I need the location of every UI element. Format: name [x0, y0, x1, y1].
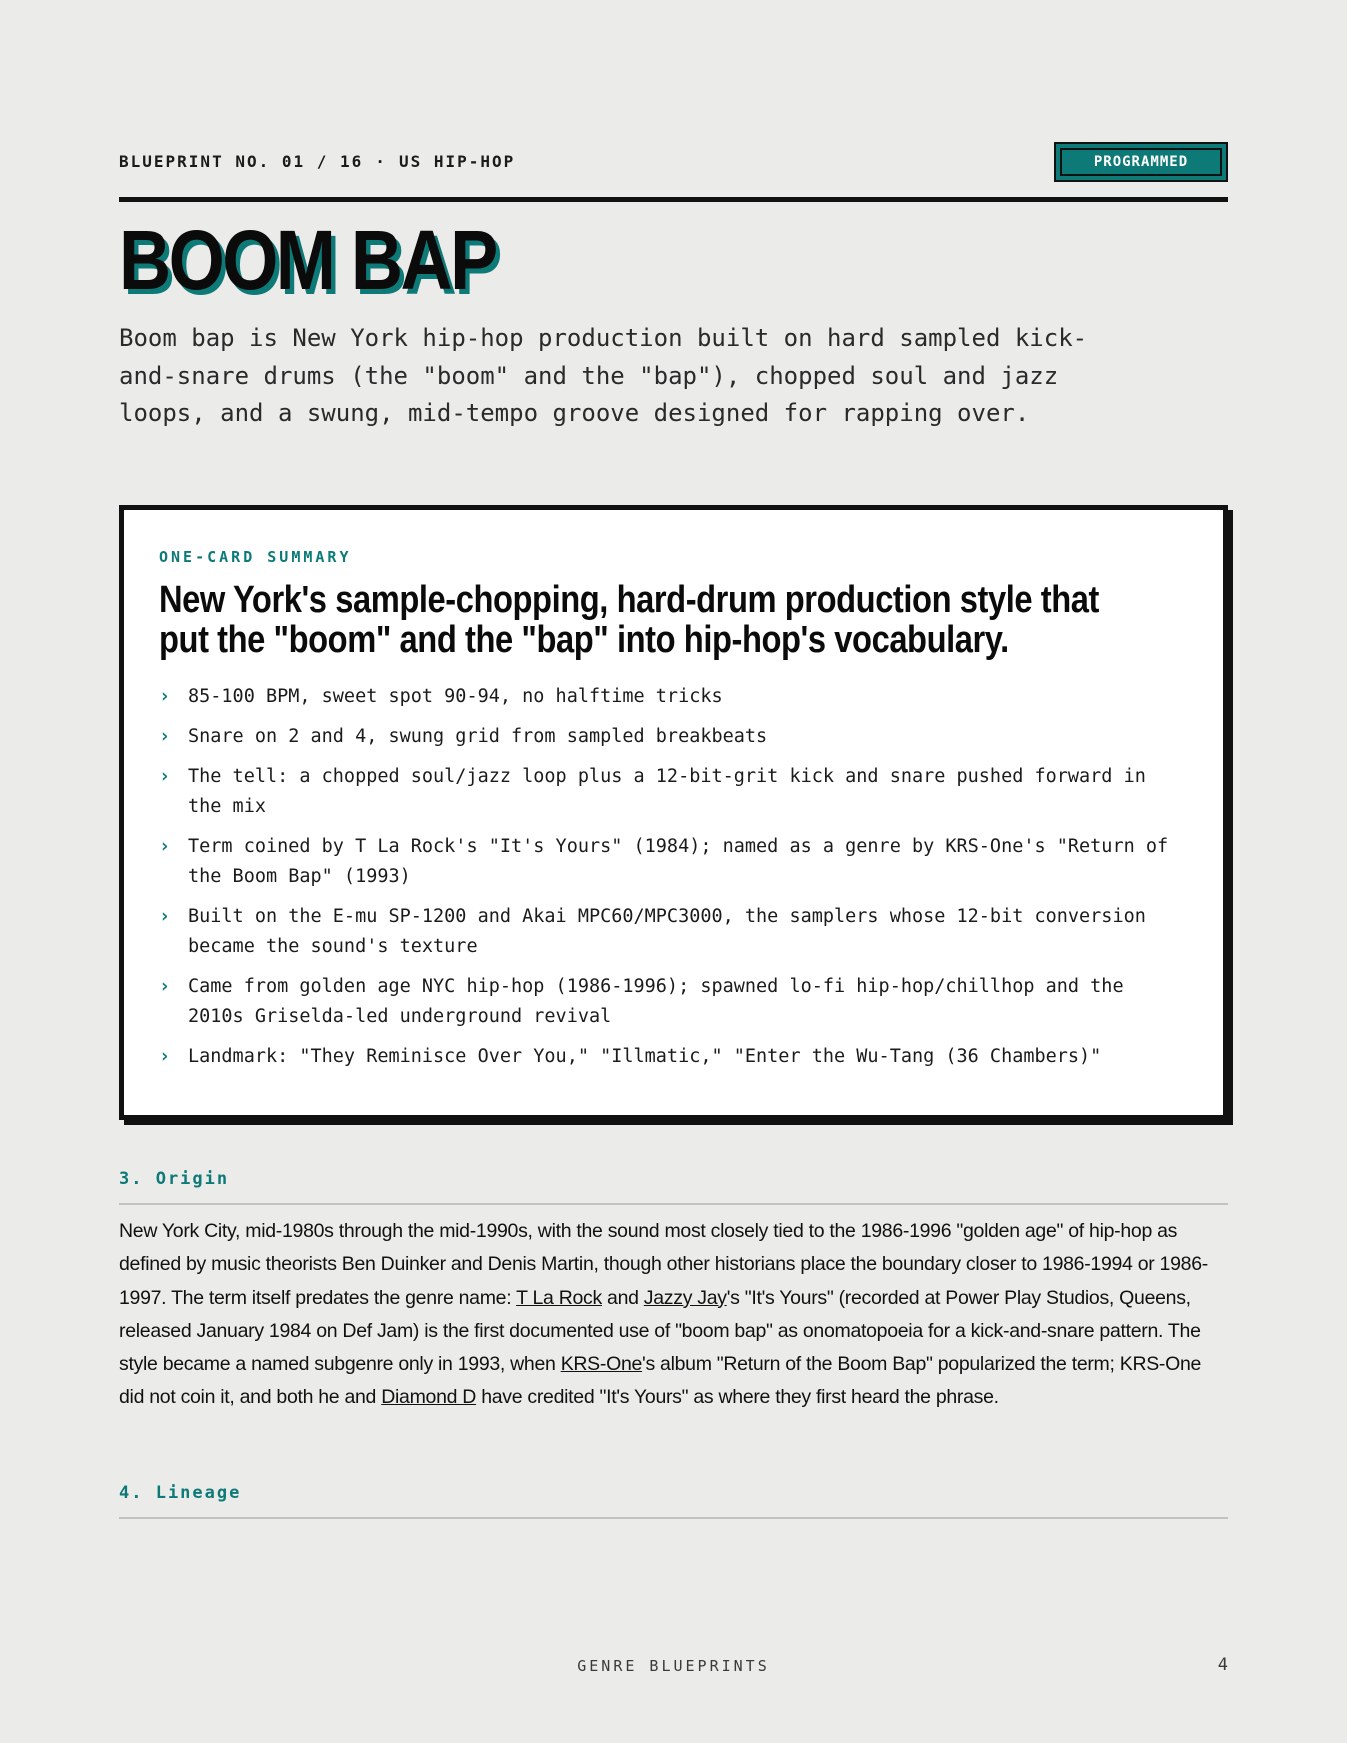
- list-item-text: Snare on 2 and 4, swung grid from sampled breakbeats: [188, 726, 768, 747]
- summary-headline: New York's sample-chopping, hard-drum production style that put the "boom" and the "bap" into hip-hop's vocabulary.: [159, 579, 1099, 661]
- list-item: [159, 1042, 1179, 1072]
- footer-title: GENRE BLUEPRINTS: [577, 1657, 770, 1675]
- chevron-right-icon: ›: [159, 766, 171, 787]
- lineage-heading-label: 4. Lineage: [119, 1483, 242, 1503]
- list-item-text: Term coined by T La Rock's "It's Yours" (1984); named as a genre by KRS-One's "Return of the Boom Bap" (1993): [188, 836, 1169, 887]
- link-diamond-d[interactable]: Diamond D: [381, 1386, 477, 1409]
- list-item-text: The tell: a chopped soul/jazz loop plus a 12-bit-grit kick and snare pushed forward in the mix: [188, 766, 1146, 817]
- list-item-text: 85-100 BPM, sweet spot 90-94, no halftime tricks: [188, 686, 723, 707]
- status-badge: [1054, 142, 1228, 182]
- intro-paragraph: Boom bap is New York hip-hop production built on hard sampled kick-and-snare drums (the "boom" and the "bap"), chopped soul and jazz loops, and a swung, mid-tempo groove designed for rapping over.: [119, 324, 1088, 427]
- lineage-section-heading: [119, 1483, 1228, 1519]
- page: [119, 0, 1228, 1743]
- link-t-la-rock[interactable]: T La Rock: [516, 1286, 602, 1309]
- list-item-text: Landmark: "They Reminisce Over You," "Illmatic," "Enter the Wu-Tang (36 Chambers)": [188, 1046, 1102, 1067]
- page-title: BOOM BAP: [119, 213, 496, 307]
- summary-eyebrow: ONE-CARD SUMMARY: [159, 548, 352, 566]
- summary-card: [119, 505, 1228, 1120]
- origin-text: have credited "It's Yours" as where they first heard the phrase.: [476, 1386, 999, 1409]
- page-number: 4: [1217, 1655, 1228, 1675]
- region-label: US HIP-HOP: [398, 152, 516, 171]
- chevron-right-icon: ›: [159, 1046, 171, 1067]
- list-item: [159, 722, 1179, 752]
- origin-paragraph: [119, 1215, 1228, 1415]
- chevron-right-icon: ›: [159, 686, 171, 707]
- origin-text: New York City, mid-1980s through the mid-1990s, with the sound most closely tied to the 1986-1996 "golden age" of hip-hop as defined by music theorists Ben Duinker and Denis Martin, though other historians place the boundary closer to 1986-1994 or 1986-1997. The term itself predates the genre name:: [119, 1220, 1208, 1309]
- origin-text: 's album "Return of the Boom Bap" popularized the term; KRS-One did not coin it, and both he and: [119, 1353, 1202, 1409]
- list-item: [159, 762, 1179, 822]
- list-item: [159, 972, 1179, 1032]
- chevron-right-icon: ›: [159, 726, 171, 747]
- origin-section-heading: [119, 1169, 1228, 1205]
- status-badge-label: PROGRAMMED: [1060, 148, 1222, 176]
- blueprint-number: BLUEPRINT NO. 01 / 16: [119, 152, 364, 171]
- chevron-right-icon: ›: [159, 976, 171, 997]
- header-divider: [119, 197, 1228, 202]
- chevron-right-icon: ›: [159, 836, 171, 857]
- link-jazzy-jay[interactable]: Jazzy Jay: [643, 1286, 727, 1309]
- list-item-text: Came from golden age NYC hip-hop (1986-1996); spawned lo-fi hip-hop/chillhop and the 2010s Griselda-led underground revival: [188, 976, 1124, 1027]
- link-krs-one[interactable]: KRS-One: [560, 1353, 643, 1376]
- header-bar: [119, 142, 1228, 182]
- origin-text: 's "It's Yours" (recorded at Power Play Studios, Queens, released January 1984 on Def Jam) is the first documented use of "boom bap" as onomatopoeia for a kick-and-snare pattern. The style became a named subgenre only in 1993, when: [119, 1286, 1201, 1376]
- list-item: [159, 902, 1179, 962]
- origin-text: and: [601, 1286, 644, 1309]
- separator-dot: ·: [375, 152, 387, 171]
- summary-list: [159, 682, 1179, 1082]
- blueprint-label: [119, 152, 515, 171]
- origin-heading-label: 3. Origin: [119, 1169, 230, 1189]
- chevron-right-icon: ›: [159, 906, 171, 927]
- list-item: [159, 832, 1179, 892]
- list-item: [159, 682, 1179, 712]
- list-item-text: Built on the E-mu SP-1200 and Akai MPC60/MPC3000, the samplers whose 12-bit conversion became the sound's texture: [188, 906, 1146, 957]
